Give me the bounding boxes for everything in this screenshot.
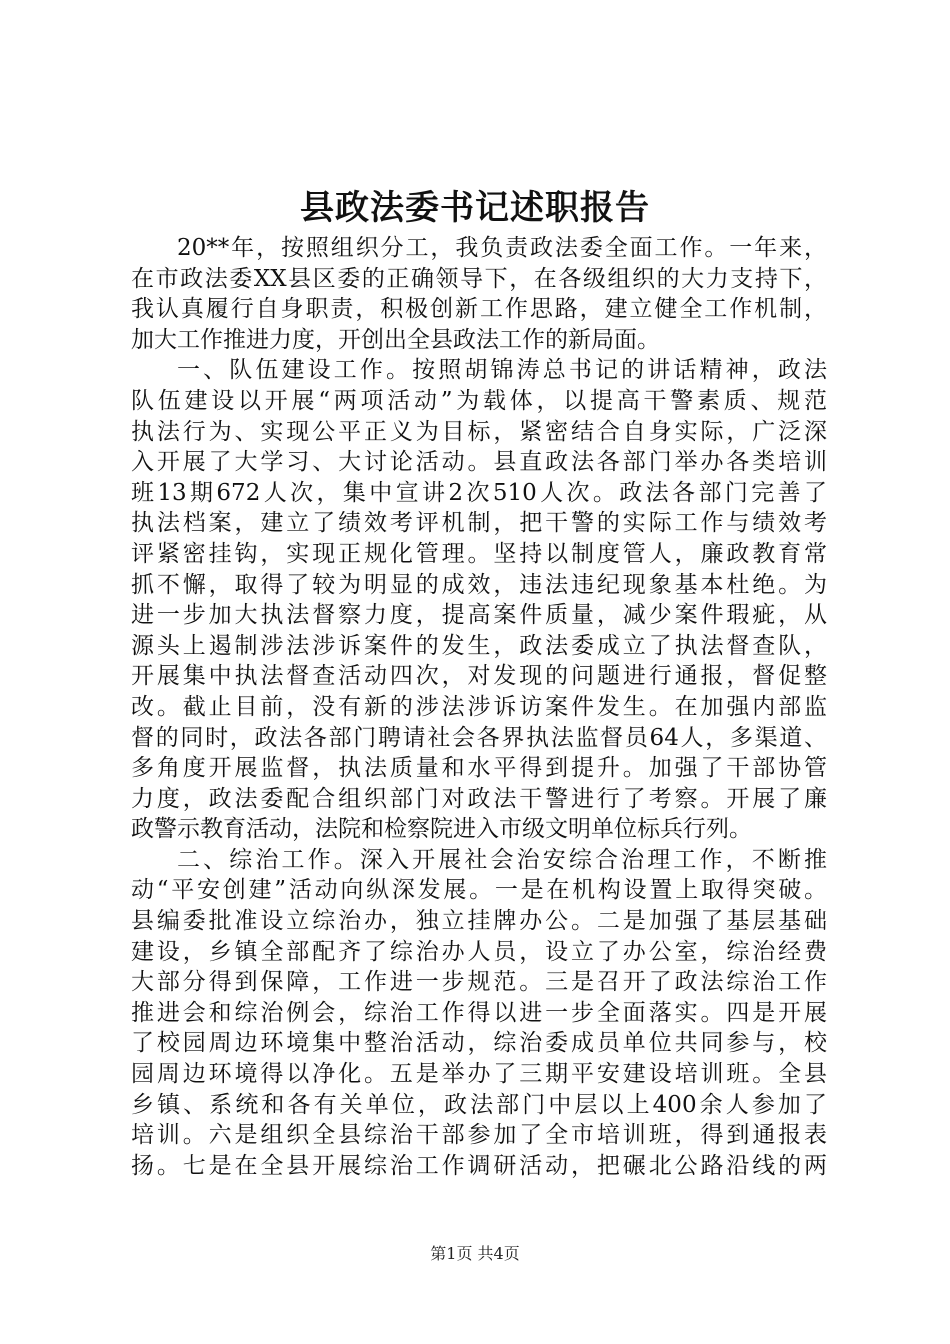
text-line: 评紧密挂钩，实现正规化管理。坚持以制度管人，廉政教育常 xyxy=(131,540,827,567)
text-line: 扬。七是在全县开展综治工作调研活动，把碾北公路沿线的两 xyxy=(131,1152,827,1179)
text-line: 动“平安创建”活动向纵深发展。一是在机构设置上取得突破。 xyxy=(131,877,827,904)
text-line: 培训。六是组织全县综治干部参加了全市培训班，得到通报表 xyxy=(131,1122,827,1149)
text-line: 20**年，按照组织分工，我负责政法委全面工作。一年来， xyxy=(177,235,827,261)
text-line: 改。截止目前，没有新的涉法涉诉访案件发生。在加强内部监 xyxy=(131,693,827,720)
text-line: 执法档案，建立了绩效考评机制，把干警的实际工作与绩效考 xyxy=(131,510,827,537)
text-line: 入开展了大学习、大讨论活动。县直政法各部门举办各类培训 xyxy=(131,449,827,476)
text-line: 推进会和综治例会，综治工作得以进一步全面落实。四是开展 xyxy=(131,999,827,1026)
text-line: 一、队伍建设工作。按照胡锦涛总书记的讲话精神，政法 xyxy=(177,357,827,384)
text-line: 我认真履行自身职责，积极创新工作思路，建立健全工作机制， xyxy=(131,296,827,323)
text-line: 二、综治工作。深入开展社会治安综合治理工作，不断推 xyxy=(177,846,827,873)
text-line: 乡镇、系统和各有关单位，政法部门中层以上400余人参加了 xyxy=(131,1091,827,1118)
text-line: 多角度开展监督，执法质量和水平得到提升。加强了干部协管 xyxy=(131,755,827,782)
text-line: 开展集中执法督查活动四次，对发现的问题进行通报，督促整 xyxy=(131,663,827,690)
text-line: 进一步加大执法督察力度，提高案件质量，减少案件瑕疵，从 xyxy=(131,602,827,629)
text-line: 在市政法委XX县区委的正确领导下，在各级组织的大力支持下， xyxy=(131,265,827,292)
text-line: 力度，政法委配合组织部门对政法干警进行了考察。开展了廉 xyxy=(131,785,827,812)
text-line: 源头上遏制涉法涉诉案件的发生，政法委成立了执法督查队， xyxy=(131,632,827,659)
text-line: 督的同时，政法各部门聘请社会各界执法监督员64人，多渠道、 xyxy=(131,724,827,751)
text-line: 执法行为、实现公平正义为目标，紧密结合自身实际，广泛深 xyxy=(131,418,827,445)
page-footer: 第1页 共4页 xyxy=(430,1244,520,1263)
document-body xyxy=(131,233,827,1181)
text-line: 队伍建设以开展“两项活动”为载体，以提高干警素质、规范 xyxy=(131,387,827,414)
text-line: 抓不懈，取得了较为明显的成效，违法违纪现象基本杜绝。为 xyxy=(131,571,827,598)
document-title: 县政法委书记述职报告 xyxy=(300,188,650,228)
text-line: 建设，乡镇全部配齐了综治办人员，设立了办公室，综治经费 xyxy=(131,938,827,965)
text-line: 班13期672人次，集中宣讲2次510人次。政法各部门完善了 xyxy=(131,479,827,506)
text-line: 加大工作推进力度，开创出全县政法工作的新局面。 xyxy=(131,326,660,353)
text-line: 园周边环境得以净化。五是举办了三期平安建设培训班。全县 xyxy=(131,1061,827,1088)
text-line: 县编委批准设立综治办，独立挂牌办公。二是加强了基层基础 xyxy=(131,908,827,935)
text-line: 大部分得到保障，工作进一步规范。三是召开了政法综治工作 xyxy=(131,969,827,996)
text-line: 了校园周边环境集中整治活动，综治委成员单位共同参与，校 xyxy=(131,1030,827,1057)
text-line: 政警示教育活动，法院和检察院进入市级文明单位标兵行列。 xyxy=(131,816,752,843)
